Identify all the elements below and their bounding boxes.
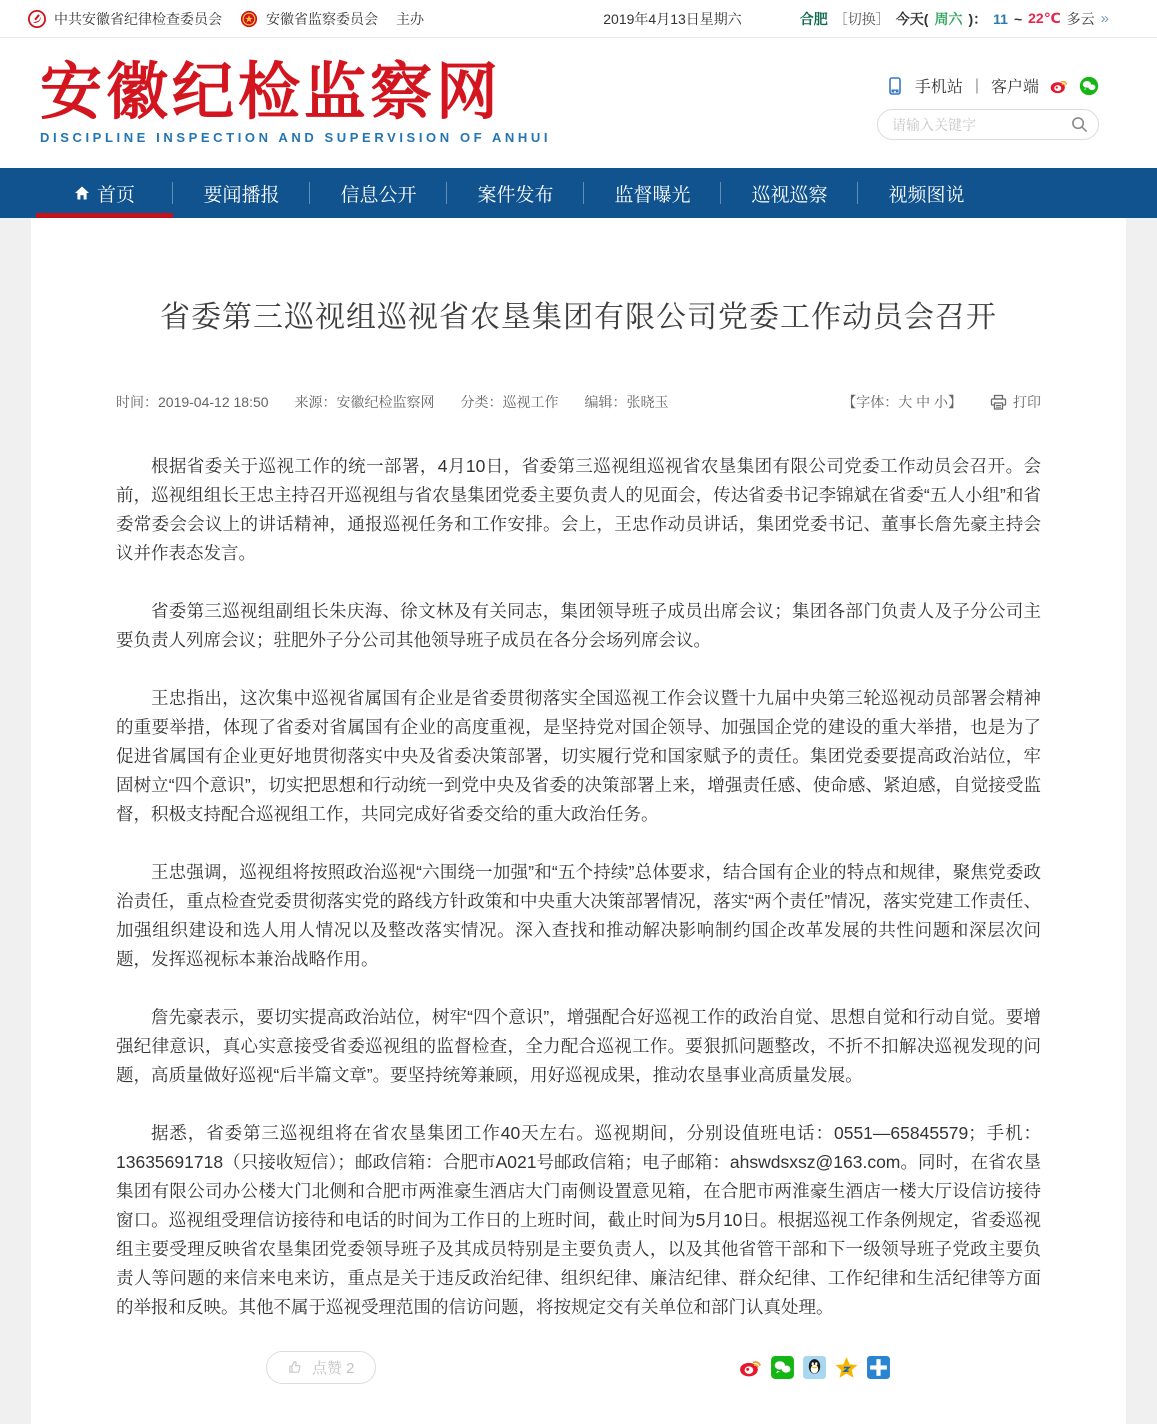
share-qzone-icon[interactable] (834, 1355, 859, 1380)
main-nav (0, 168, 1157, 218)
party-emblem-icon (28, 10, 46, 28)
site-header (0, 38, 1157, 168)
paragraph: 詹先豪表示，要切实提高政治站位，树牢“四个意识”，增强配合好巡视工作的政治自觉、思想自觉和行动自觉。要增强纪律意识，真心实意接受省委巡视组的监督检查，全力配合巡视工作。要狠抓问题整改，不折不扣解决巡视发现的问题，高质量做好巡视“后半篇文章”。要坚持统筹兼顾，用好巡视成果，推动农垦事业高质量发展。 (116, 1007, 1041, 1085)
share-wechat-icon[interactable] (770, 1355, 795, 1380)
article-body (116, 452, 1041, 1322)
nav-item-home[interactable] (36, 168, 173, 218)
sponsor-label: 主办 (396, 10, 424, 27)
nav-label: 要闻播报 (203, 184, 280, 206)
nav-label: 案件发布 (477, 184, 554, 206)
weather-switch-link[interactable]: ［切换］ (833, 10, 890, 27)
paragraph: 省委第三巡视组副组长朱庆海、徐文林及有关同志，集团领导班子成员出席会议；集团各部门负责人及子分公司主要负责人列席会议；驻肥外子分公司其他领导班子成员在各分会场列席会议。 (116, 601, 1041, 650)
nav-label: 信息公开 (340, 184, 417, 206)
header-divider: | (974, 76, 979, 94)
weather-colon: )： (968, 10, 988, 27)
search-box (877, 109, 1099, 140)
nav-label: 视频图说 (888, 184, 965, 206)
meta-editor: 编辑：张晓玉 (584, 394, 669, 410)
article-meta (116, 392, 1041, 412)
like-label: 点赞 2 (312, 1360, 355, 1377)
article-actions (116, 1351, 1041, 1384)
top-bar (0, 0, 1157, 38)
meta-category: 分类：巡视工作 (460, 394, 559, 410)
weather-low-temp: 11 (993, 10, 1008, 27)
nav-item-news[interactable] (173, 168, 310, 218)
paragraph: 根据省委关于巡视工作的统一部署，4月10日，省委第三巡视组巡视省农垦集团有限公司党委工作动员会召开。会前，巡视组组长王忠主持召开巡视组与省农垦集团党委主要负责人的见面会，传达省委书记李锦斌在省委“五人小组”和省委常委会会议上的讲话精神，通报巡视任务和工作安排。会上，王忠作动员讲话，集团党委书记、董事长詹先豪主持会议并作表态发言。 (116, 456, 1041, 563)
nav-item-case-release[interactable] (447, 168, 584, 218)
nav-item-info-disclosure[interactable] (310, 168, 447, 218)
paragraph: 据悉，省委第三巡视组将在省农垦集团工作40天左右。巡视期间，分别设值班电话：0551—65845579；手机：13635691718（只接收短信）；邮政信箱：合肥市A021号邮政信箱；电子邮箱：ahswdsxsz@163.com。同时，在省农垦集团有限公司办公楼大门北侧和合肥市两淮豪生酒店大门南侧设置意见箱，在合肥市两淮豪生酒店一楼大厅设信访接待窗口。巡视组受理信访接待和电话的时间为工作日的上班时间，截止时间为5月10日。根据巡视工作条例规定，省委巡视组主要受理反映省农垦集团党委领导班子及其成员特别是主要负责人，以及其他省管干部和下一级领导班子党政主要负责人等问题的来信来电来访，重点是关于违反政治纪律、组织纪律、廉洁纪律、群众纪律、工作纪律和生活纪律等方面的举报和反映。其他不属于巡视受理范围的信访问题，将按规定交有关单位和部门认真处理。 (116, 1123, 1041, 1317)
share-weibo-icon[interactable] (738, 1355, 763, 1380)
national-emblem-icon (240, 10, 258, 28)
wechat-icon[interactable] (1079, 76, 1099, 96)
meta-source: 来源：安徽纪检监察网 (294, 394, 435, 410)
site-title: 安徽纪检监察网 (40, 58, 503, 127)
like-button[interactable] (266, 1351, 376, 1384)
paragraph: 王忠指出，这次集中巡视省属国有企业是省委贯彻落实全国巡视工作会议暨十九届中央第三轮巡视动员部署会精神的重要举措，体现了省委对省属国有企业的高度重视，是坚持党对国企领导、加强国企党的建设的重大举措，也是为了促进省属国有企业更好地贯彻落实中央及省委决策部署，切实履行党和国家赋予的责任。集团党委要提高政治站位，牢固树立“四个意识”，切实把思想和行动统一到党中央及省委的决策部署上来，增强责任感、使命感、紧迫感，自觉接受监督，积极支持配合巡视组工作，共同完成好省委交给的重大政治任务。 (116, 688, 1041, 824)
nav-item-video[interactable] (858, 168, 995, 218)
weather-today-label: 今天( (895, 10, 929, 27)
font-size-control[interactable]: 【字体：大 中 小】 (842, 394, 962, 410)
weather-city: 合肥 (799, 10, 828, 27)
org-link-jianwei[interactable]: 安徽省监察委员会 (266, 10, 378, 27)
current-date: 2019年4月13日星期六 (603, 10, 742, 27)
share-qq-icon[interactable] (802, 1355, 827, 1380)
printer-icon (990, 394, 1007, 411)
print-button[interactable] (990, 392, 1041, 412)
site-subtitle: DISCIPLINE INSPECTION AND SUPERVISION OF ANHUI (40, 130, 552, 146)
nav-item-supervision-exposure[interactable] (584, 168, 721, 218)
weibo-icon[interactable] (1049, 76, 1069, 96)
nav-label: 巡视巡察 (751, 184, 828, 206)
site-logo[interactable] (40, 58, 552, 146)
nav-label: 监督曝光 (614, 184, 691, 206)
thumbs-up-icon (287, 1359, 304, 1376)
paragraph: 王忠强调，巡视组将按照政治巡视“六围绕一加强”和“五个持续”总体要求，结合国有企业的特点和规律，聚焦党委政治责任，重点检查党委贯彻落实党的路线方针政策和中央重大决策部署情况，落实“两个责任”情况，落实党建工作责任、加强组织建设和选人用人情况以及整改落实情况。深入查找和推动解决影响制约国企改革发展的共性问题和深层次问题，发挥巡视标本兼治战略作用。 (116, 862, 1041, 969)
nav-item-inspection[interactable] (721, 168, 858, 218)
mobile-phone-icon (885, 76, 905, 96)
article-container (31, 218, 1126, 1424)
weather-more-arrow[interactable]: » (1100, 10, 1109, 27)
share-more-icon[interactable] (866, 1355, 891, 1380)
home-icon (74, 185, 90, 201)
client-app-link[interactable]: 客户端 (990, 79, 1039, 96)
weather-condition: 多云 (1066, 10, 1095, 27)
print-label: 打印 (1013, 394, 1041, 410)
org-link-jiwei[interactable]: 中共安徽省纪律检查委员会 (54, 10, 222, 27)
search-input[interactable] (877, 109, 1099, 140)
share-bar (738, 1355, 891, 1380)
search-icon[interactable] (1071, 116, 1088, 133)
article-title: 省委第三巡视组巡视省农垦集团有限公司党委工作动员会召开 (160, 301, 997, 334)
meta-time: 时间：2019-04-12 18:50 (116, 394, 269, 410)
weather-day: 周六 (934, 10, 963, 27)
nav-label: 首页 (96, 184, 135, 206)
mobile-site-link[interactable]: 手机站 (914, 79, 963, 96)
page-background (0, 218, 1157, 1424)
weather-high-temp: 22℃ (1028, 10, 1061, 26)
weather-tilde: ~ (1013, 10, 1023, 27)
